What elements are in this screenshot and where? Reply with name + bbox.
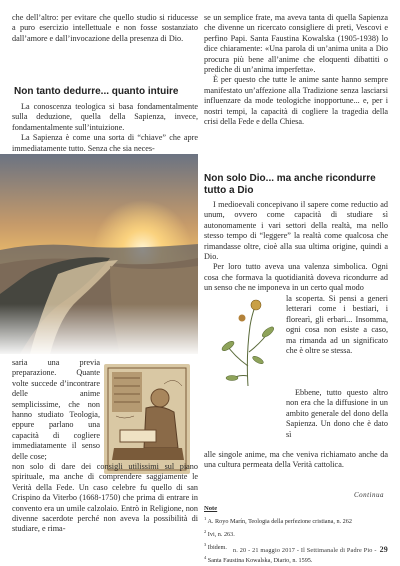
section-heading-1: Non tanto dedurre... quanto intuire [14,86,179,97]
paragraph: La conoscenza teologica si basa fondamentalmente sulla deduzione, quella della Sapienza, invece, fondamentalmente sull’intuizione. [12,102,198,132]
paragraph: che dell’altro: per evitare che quello studio si riducesse a puro esercizio intellettuale e non fosse sostanziato dall’amore e dall’invocazione della presenza di Dio. [12,13,198,43]
col2-bottom-text [204,450,388,471]
footnotes [204,504,388,566]
col2-top-text [204,13,388,127]
footnote-text: Ibidem. [207,544,227,552]
paragraph: saria una previa preparazione. Quante volte succede d’incontrare delle anime semplicissime, che non hanno studiato Teologia, eppure parlano una capacità di cogliere immediatamente il senso delle cose; [12,358,100,461]
footnote-text: A. Royo Marín, Teologia della perfezione cristiana, n. 262 [207,518,352,526]
col1-top-text [12,13,198,44]
paragraph: È per questo che tutte le anime sante hanno sempre manifestato un’affezione alla Tradizione senza lasciarsi influenzare da mode teologiche inopportune... e, per i nostri tempi, la capacità di cogliere la tragedia della crisi della Fede e della Chiesa. [204,75,388,127]
paragraph: la scoperta. Si pensi a generi letterari come i bestiari, i florearì, gli erbari... Insomma, ogni cosa non esiste a caso, ma rimanda ad un significato che è oltre se stessa. [286,294,388,356]
paragraph: I medioevali concepivano il sapere come reductio ad unum, ovvero come capacità di studiare sì autonomamente i vari settori della realtà, ma nello stesso tempo di “leggere” la realtà come qualcosa che rimandasse oltre, cioè alla sua ultima origine, quindi a Dio. [204,200,388,262]
footnote-text: Ivi, n. 263. [207,531,235,539]
col1-bottom-text [12,462,198,535]
footnote-number: 2 [204,529,207,535]
col2-wrap2-text [286,388,388,440]
notes-title: Note [204,505,218,512]
monk-studying-image [104,364,190,474]
paragraph: Ebbene, tutto questo altro non era che la diffusione in un ambito generale del dono della Sapienza. Un dono che è dato sì [286,388,388,439]
footnote-text: Santa Faustina Kowalska, Diario, n. 1595. [207,557,313,565]
issue-info: n. 20 - 21 maggio 2017 - Il Settimanale di Padre Pio - [232,547,377,554]
paragraph: La Sapienza è come una sorta di “chiave” che apre immediatamente tutto. Senza che sia neces- [12,133,198,153]
paragraph: Per loro tutto aveva una valenza simbolica. Ogni cosa che formava la quotidianità doveva ricondurre ad un senso che ne imponeva in un certo qual modo [204,262,388,293]
paragraph: alle singole anime, ma che veniva richiamato anche da una cultura permeata della Verità cattolica. [204,450,388,470]
paragraph: se un semplice frate, ma aveva tanta di quella Sapienza che divenne un ricercato consigliere di preti, Vescovi e perfino Papi. Santa Faustina Kowalska (1905-1938) lo dice chiaramente: «Una parola di un’anima unita a Dio procura più bene all’anime che eloquenti dibattiti o prediche di un’anima imperfetta». [204,13,388,75]
footnote-number: 3 [204,542,207,548]
page-footer [233,545,388,554]
footnote-number: 1 [204,516,207,521]
footnote-item [204,527,388,540]
col1-wrap-text [12,358,100,462]
botanical-illustration [212,296,282,388]
section-heading-2: Non solo Dio... ma anche ricondurre tutto a Dio [204,173,376,196]
continued-label: Continua [353,491,384,499]
col1-mid-text [12,102,198,154]
col2-wrap-text [286,294,388,356]
col2-mid-text [204,200,388,294]
footnote-item [204,514,388,527]
sunset-landscape-image [0,154,198,354]
footnote-number: 4 [204,555,207,561]
page-number: 29 [379,545,388,554]
paragraph: non solo di dare dei consigli utilissimi sul piano spirituale, ma anche di comprendere saggiamente le Verità della Fede. Un caso celebre fu quello di san Crispino da Viterbo (1668-1750) che prima di entrare in convento era un umile calzolaio. Entrò in Religione, non divenne sacerdote perché non aveva la possibilità di studiare, e rima- [12,462,198,534]
